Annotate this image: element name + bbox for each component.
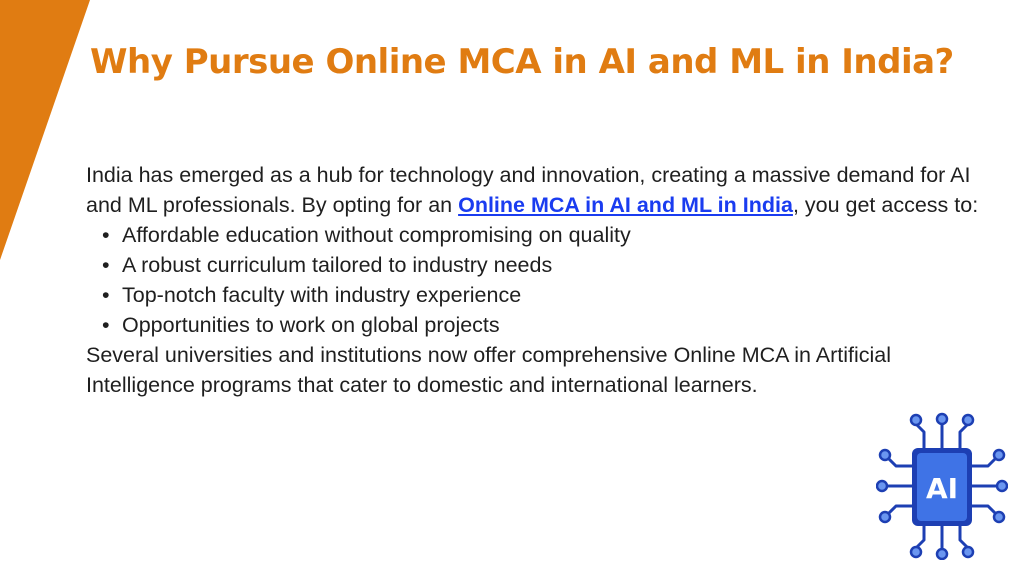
benefits-list [86,220,996,340]
online-mca-link[interactable]: Online MCA in AI and ML in India [458,193,793,217]
intro-paragraph [86,160,996,220]
slide-body [86,160,996,400]
slide-title: Why Pursue Online MCA in AI and ML in India? [90,42,954,82]
list-item: • Top-notch faculty with industry experience [102,280,996,310]
list-item: • Opportunities to work on global projects [102,310,996,340]
intro-text-end: , you get access to: [792,193,979,217]
list-item: • A robust curriculum tailored to industry needs [102,250,996,280]
list-item: • Affordable education without compromising on quality [102,220,996,250]
closing-paragraph: Several universities and institutions now offer comprehensive Online MCA in Artificial Intelligence programs that cater to domestic and international learners. [86,343,892,397]
ai-chip-icon [876,410,1008,560]
chip-label: AI [925,472,959,505]
intro-text: India has emerged as a hub for technology and innovation, creating a massive demand for AI and ML professionals. By opting for an [86,163,971,217]
orange-corner-accent [0,0,90,260]
